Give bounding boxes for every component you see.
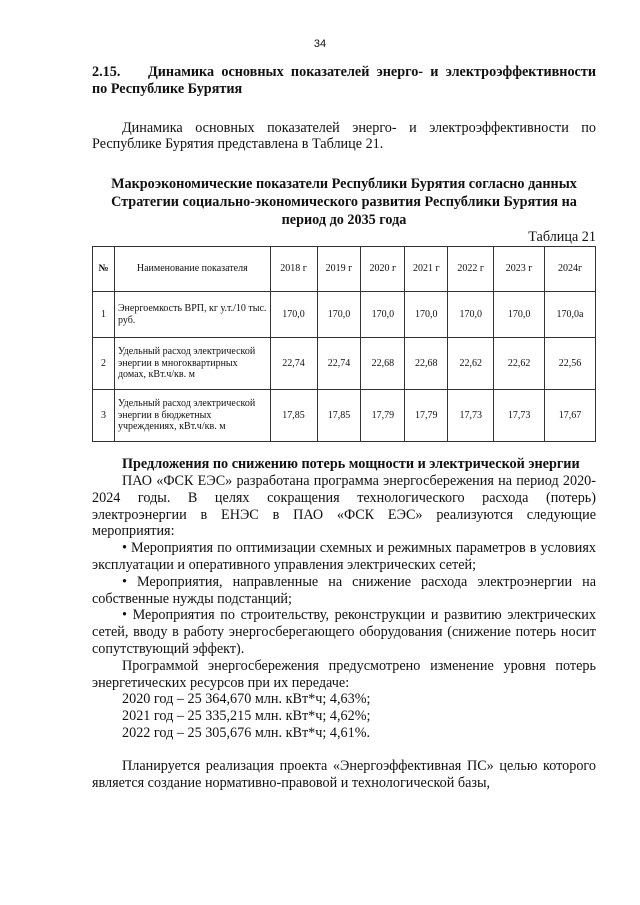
table-cell: 22,68 (405, 338, 448, 390)
table-cell: 170,0 (317, 292, 361, 338)
table-cell: 17,67 (545, 390, 596, 442)
col-header: 2021 г (405, 247, 448, 292)
table-title: Макроэкономические показатели Республики Бурятия согласно данных Стратегии социально-экономического развития Республики Бурятия на период до 2035 года (111, 176, 577, 229)
table-row (93, 338, 596, 390)
section-number: 2.15. (92, 64, 121, 80)
table-cell: 17,85 (317, 390, 361, 442)
table-cell: Удельный расход электрической энергии в многоквартирных домах, кВт.ч/кв. м (114, 338, 270, 390)
proposals-paragraph: ПАО «ФСК ЕЭС» разработана программа энергосбережения на период 2020-2024 годы. В целях сокращения технологического расхода (потерь) электроэнергии в ЕНЭС в ПАО «ФСК ЕЭС» реализуются следующие мероприятия: (92, 472, 596, 540)
col-header: 2022 г (448, 247, 494, 292)
table-row (93, 390, 596, 442)
table-cell: 22,62 (448, 338, 494, 390)
col-header: 2023 г (494, 247, 545, 292)
document-body (92, 64, 596, 791)
loss-year-line: 2020 год – 25 364,670 млн. кВт*ч; 4,63%; (122, 691, 371, 708)
col-header: 2018 г (270, 247, 317, 292)
intro-paragraph: Динамика основных показателей энерго- и электроэффективности по Республике Бурятия представлена в Таблице 21. (92, 119, 596, 153)
table-cell: 3 (93, 390, 115, 442)
table-cell: 170,0 (361, 292, 405, 338)
bullet-item: • Мероприятия по строительству, реконструкции и развитию электрических сетей, вводу в работу энергосберегающего оборудования (снижение потерь носит сопутствующий эффект). (92, 607, 596, 657)
col-header: 2020 г (361, 247, 405, 292)
bullet-item: • Мероприятия, направленные на снижение расхода электроэнергии на собственные нужды подстанций; (92, 573, 596, 607)
table-cell: 22,74 (270, 338, 317, 390)
spacer (92, 742, 596, 758)
table-cell: 22,68 (361, 338, 405, 390)
col-header: 2019 г (317, 247, 361, 292)
proposals-section (92, 456, 596, 791)
col-header: Наименование показателя (114, 247, 270, 292)
page-number: 34 (313, 38, 327, 50)
table-cell: 22,74 (317, 338, 361, 390)
col-header: № (93, 247, 115, 292)
table-cell: Удельный расход электрической энергии в бюджетных учреждениях, кВт.ч/кв. м (114, 390, 270, 442)
table-label: Таблица 21 (528, 229, 596, 246)
bullet-item: • Мероприятия по оптимизации схемных и режимных параметров в условиях эксплуатации и оперативного управления электрических сетей; (92, 540, 596, 573)
loss-year-line: 2022 год – 25 305,676 млн. кВт*ч; 4,61%. (122, 724, 371, 741)
table-cell: 1 (93, 292, 115, 338)
closing-paragraph: Планируется реализация проекта «Энергоэффективная ПС» целью которого является создание нормативно-правовой и технологической базы, (92, 757, 596, 791)
table-cell: 17,79 (405, 390, 448, 442)
table-cell: 22,56 (545, 338, 596, 390)
table-cell: 17,79 (361, 390, 405, 442)
table-cell: 170,0 (494, 292, 545, 338)
indicators-table (92, 246, 596, 442)
section-heading (92, 64, 596, 98)
table-cell: Энергоемкость ВРП, кг у.т./10 тыс. руб. (114, 292, 270, 338)
col-header: 2024г (545, 247, 596, 292)
program-paragraph: Программой энергосбережения предусмотрено изменение уровня потерь энергетических ресурсов при их передаче: (92, 657, 596, 691)
table-cell: 2 (93, 338, 115, 390)
table-cell: 170,0 (405, 292, 448, 338)
section-title: Динамика основных показателей энерго- и электроэффективности по Республике Бурятия (92, 64, 596, 97)
table-header-row (93, 247, 596, 292)
table-cell: 170,0 (270, 292, 317, 338)
table-cell: 17,73 (448, 390, 494, 442)
proposals-title: Предложения по снижению потерь мощности и электрической энергии (122, 456, 580, 473)
loss-year-line: 2021 год – 25 335,215 млн. кВт*ч; 4,62%; (122, 708, 371, 725)
table-cell: 170,0 (448, 292, 494, 338)
table-cell: 22,62 (494, 338, 545, 390)
table-cell: 170,0а (545, 292, 596, 338)
table-cell: 17,85 (270, 390, 317, 442)
table-cell: 17,73 (494, 390, 545, 442)
table-row (93, 292, 596, 338)
